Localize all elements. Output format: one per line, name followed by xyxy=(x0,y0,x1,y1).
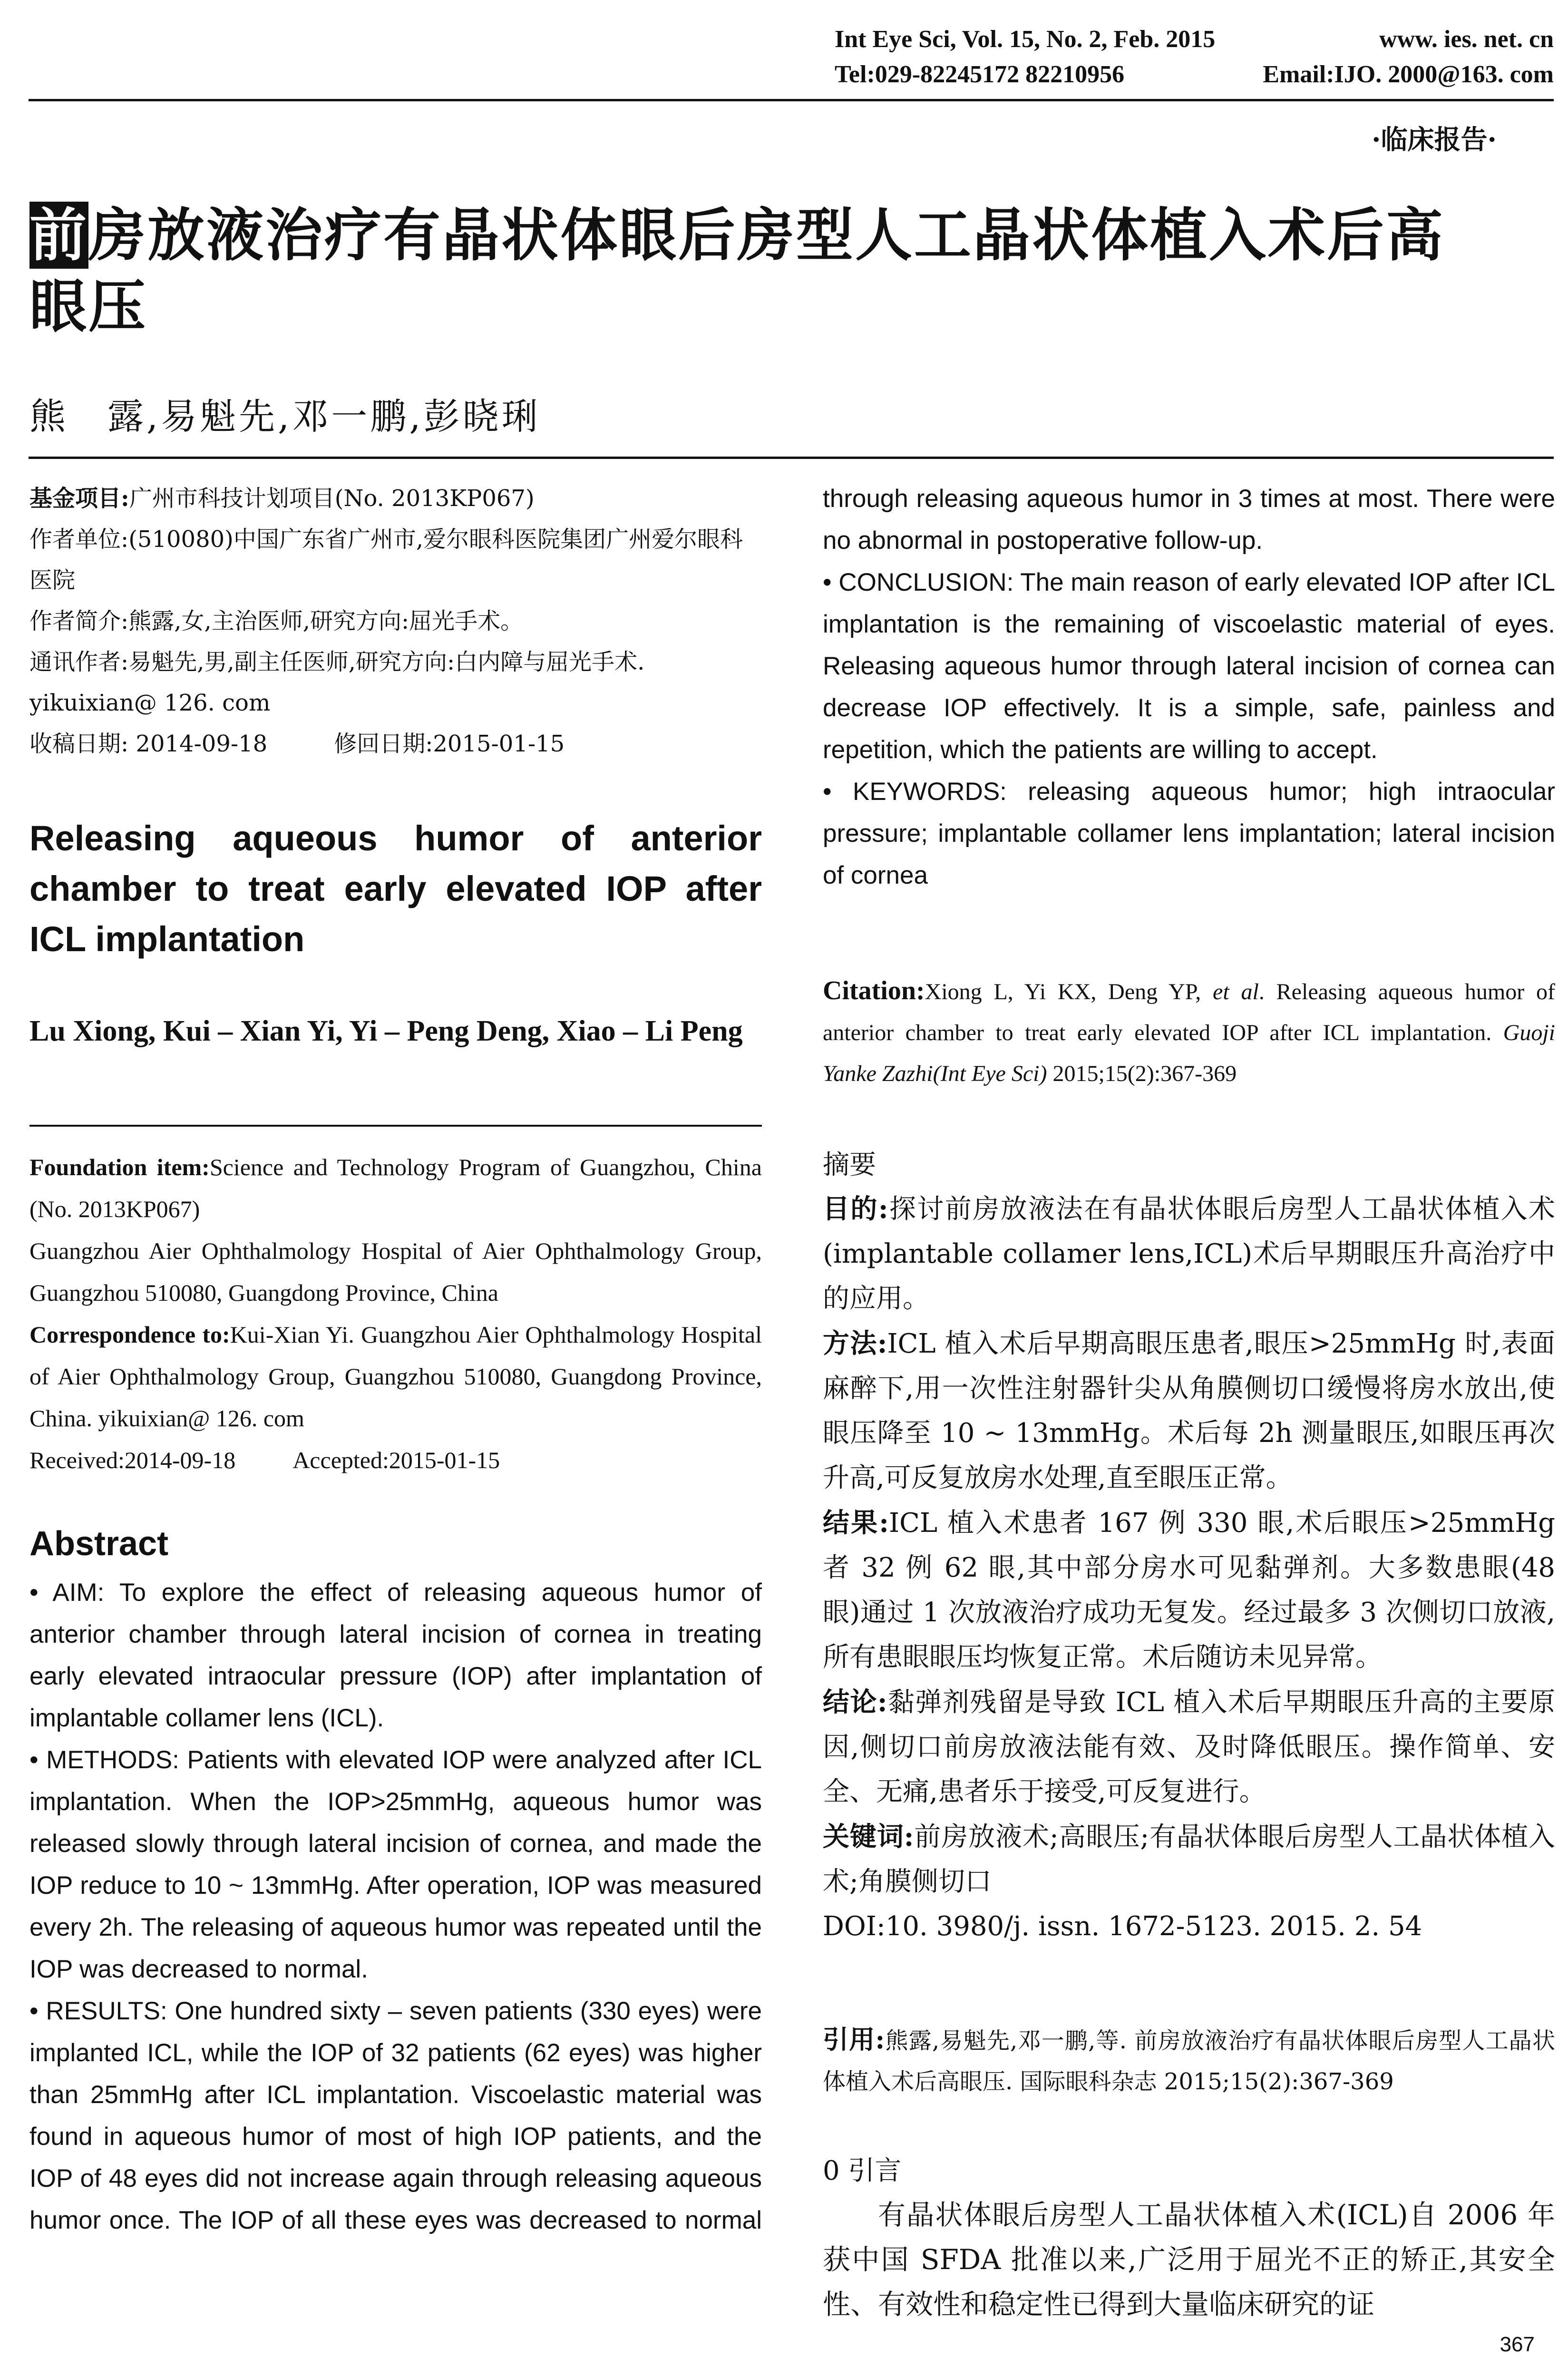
journal-email: Email:IJO. 2000@163. com xyxy=(1263,61,1554,88)
affiliation-line: Guangzhou Aier Ophthalmology Hospital of Aier Ophthalmology Group, Guangzhou 510080, Guangdong Province, China xyxy=(29,1237,762,1306)
abstract-keywords: • KEYWORDS: releasing aqueous humor; high intraocular pressure; implantable collamer lens implantation; lateral incision of cornea xyxy=(823,778,1555,889)
dates-line xyxy=(29,723,762,764)
correspondence-value: Kui-Xian Yi. Guangzhou Aier Ophthalmology Hospital of Aier Ophthalmology Group, Guangzhou 510080, Guangdong Province, China. yikuixian@ 126. com xyxy=(29,1321,762,1432)
cn-methods-text: ICL 植入术后早期高眼压患者,眼压>25mmHg 时,表面麻醉下,用一次性注射器针尖从角膜侧切口缓慢将房水放出,使眼压降至 10 ~ 13mmHg。术后每 2h 测量眼压,如眼压再次升高,可反复放房水处理,直至眼压正常。 xyxy=(823,1328,1556,1493)
citation-journal-en: (Int Eye Sci) xyxy=(933,1061,1047,1086)
foundation-line xyxy=(29,1146,762,1230)
unit-line xyxy=(29,519,762,601)
title-line-1-rest: 房放液治疗有晶状体眼后房型人工晶状体植入术后高 xyxy=(88,202,1445,269)
title-first-char: 前 xyxy=(29,202,88,269)
cn-results-text: ICL 植入术患者 167 例 330 眼,术后眼压>25mmHg 者 32 例 62 眼,其中部分房水可见黏弹剂。大多数患眼(48 眼)通过 1 次放液治疗成功无复发。经过最多 3 次侧切口放液,所有患眼眼压均恢复正常。术后随访未见异常。 xyxy=(823,1508,1555,1673)
abstract-right xyxy=(823,478,1555,896)
journal-website: www. ies. net. cn xyxy=(1379,26,1554,53)
revised-cn: 修回日期:2015-01-15 xyxy=(334,731,565,757)
cn-methods xyxy=(823,1321,1555,1500)
cn-keywords-label: 关键词: xyxy=(823,1821,914,1852)
section-tag: ·临床报告· xyxy=(1372,124,1497,156)
intro-heading: 0 引言 xyxy=(823,2155,902,2186)
citation-volume: 2015;15(2):367-369 xyxy=(1047,1061,1237,1086)
citation-en xyxy=(823,970,1555,1094)
fund-value: 广州市科技计划项目(No. 2013KP067) xyxy=(129,485,535,512)
abstract-aim: • AIM: To explore the effect of releasing aqueous humor of anterior chamber through lateral incision of cornea in treating early elevated intraocular pressure (IOP) after implantation of implantable collamer lens (ICL). xyxy=(29,1578,762,1732)
abstract-results-cont: through releasing aqueous humor in 3 times at most. There were no abnormal in postoperative follow-up. xyxy=(823,485,1555,555)
cn-meta-block xyxy=(29,478,762,764)
authors-cn: 熊 露,易魁先,邓一鹏,彭晓琍 xyxy=(29,395,541,438)
cn-conclusion xyxy=(823,1680,1555,1814)
received-en: Received:2014-09-18 xyxy=(29,1447,236,1473)
cn-keywords-text: 前房放液术;高眼压;有晶状体眼后房型人工晶状体植入术;角膜侧切口 xyxy=(823,1822,1556,1897)
cn-abstract xyxy=(823,1187,1555,1949)
received-cn: 收稿日期: 2014-09-18 xyxy=(29,731,268,757)
article-title-en: Releasing aqueous humor of anterior chamber to treat early elevated IOP after ICL implantation xyxy=(29,818,762,959)
authors-en: Lu Xiong, Kui – Xian Yi, Yi – Peng Deng, Xiao – Li Peng xyxy=(29,1015,743,1047)
foundation-value: Science and Technology Program of Guangzhou, China (No. 2013KP067) xyxy=(29,1154,762,1222)
cn-keywords xyxy=(823,1814,1555,1904)
cn-results xyxy=(823,1500,1555,1680)
en-meta-block xyxy=(29,1146,762,1481)
corr-label: 通讯作者: xyxy=(29,649,129,675)
abstract-methods: • METHODS: Patients with elevated IOP were analyzed after ICL implantation. When the IOP>25mmHg, aqueous humor was released slowly through lateral incision of cornea, and made the IOP reduce to 10 ~ 13mmHg. After operation, IOP was measured every 2h. The releasing of aqueous humor was repeated until the IOP was decreased to normal. xyxy=(29,1746,762,1983)
cn-doi: DOI:10. 3980/j. issn. 1672-5123. 2015. 2. 54 xyxy=(823,1911,1422,1942)
abstract-heading: Abstract xyxy=(29,1525,169,1563)
abstract-left xyxy=(29,1572,762,2241)
citation-etal: et al xyxy=(1213,979,1259,1004)
foundation-label: Foundation item: xyxy=(29,1154,210,1180)
bio-line xyxy=(29,601,762,642)
citation-title: . Releasing aqueous humor of anterior chamber to treat early elevated IOP after ICL implantation. xyxy=(823,979,1556,1045)
correspondence-line xyxy=(29,1314,762,1439)
corr-value: 易魁先,男,副主任医师,研究方向:白内障与屈光手术. yikuixian@ 126. com xyxy=(29,649,645,716)
cn-conclusion-text: 黏弹剂残留是导致 ICL 植入术后早期眼压升高的主要原因,侧切口前房放液法能有效、及时降低眼压。操作简单、安全、无痛,患者乐于接受,可反复进行。 xyxy=(823,1687,1555,1807)
title-line-1 xyxy=(29,200,1551,271)
cn-conclusion-label: 结论: xyxy=(823,1686,887,1718)
cn-abstract-heading: 摘要 xyxy=(823,1150,876,1180)
corr-line xyxy=(29,642,762,723)
cn-aim-text: 探讨前房放液法在有晶状体眼后房型人工晶状体植入术(implantable collamer lens,ICL)术后早期眼压升高治疗中的应用。 xyxy=(823,1194,1556,1314)
byline-rule xyxy=(29,457,1554,459)
accepted-en: Accepted:2015-01-15 xyxy=(292,1447,500,1473)
fund-line xyxy=(29,478,762,519)
citation-journal: Guoji Yanke Zazhi xyxy=(823,1020,1555,1086)
unit-value: (510080)中国广东省广州市,爱尔眼科医院集团广州爱尔眼科医院 xyxy=(29,526,743,594)
cn-citation xyxy=(823,2019,1555,2102)
cn-methods-label: 方法: xyxy=(823,1328,887,1359)
bio-value: 熊露,女,主治医师,研究方向:屈光手术。 xyxy=(128,608,524,634)
unit-label: 作者单位: xyxy=(29,526,129,553)
journal-tel: Tel:029-82245172 82210956 xyxy=(835,61,1125,88)
cn-aim-label: 目的: xyxy=(823,1193,888,1225)
header-rule xyxy=(29,99,1554,101)
page-number: 367 xyxy=(1500,2333,1535,2356)
cn-results-label: 结果: xyxy=(823,1507,889,1539)
cn-citation-text: 熊露,易魁先,邓一鹏,等. 前房放液治疗有晶状体眼后房型人工晶状体植入术后高眼压. 国际眼科杂志 2015;15(2):367-369 xyxy=(823,2027,1555,2095)
abstract-results: • RESULTS: One hundred sixty – seven patients (330 eyes) were implanted ICL, while the IOP of 32 patients (62 eyes) was higher than 25mmHg after ICL implantation. Viscoelastic material was found in aqueous humor of most of high IOP patients, and the IOP of 48 eyes did not increase again through releasing aqueous humor once. The IOP of all these eyes was decreased to normal xyxy=(29,1997,762,2234)
article-title-cn xyxy=(29,200,1551,342)
citation-label: Citation: xyxy=(823,976,925,1005)
fund-label: 基金项目: xyxy=(29,485,129,512)
cn-aim xyxy=(823,1187,1555,1321)
dates-en-line xyxy=(29,1439,762,1481)
cn-citation-label: 引用: xyxy=(823,2024,885,2055)
bio-label: 作者简介: xyxy=(29,608,129,634)
citation-authors: Xiong L, Yi KX, Deng YP, xyxy=(925,979,1213,1004)
abstract-conclusion: • CONCLUSION: The main reason of early elevated IOP after ICL implantation is the remaining of viscoelastic material of eyes. Releasing aqueous humor through lateral incision of cornea can decrease IOP effectively. It is a simple, safe, painless and repetition, which the patients are willing to accept. xyxy=(823,568,1555,764)
correspondence-label: Correspondence to: xyxy=(29,1321,230,1348)
en-meta-rule xyxy=(29,1125,762,1127)
journal-citation-header: Int Eye Sci, Vol. 15, No. 2, Feb. 2015 xyxy=(835,26,1216,53)
intro-text: 有晶状体眼后房型人工晶状体植入术(ICL)自 2006 年获中国 SFDA 批准以来,广泛用于屈光不正的矫正,其安全性、有效性和稳定性已得到大量临床研究的证 xyxy=(823,2199,1555,2320)
title-line-2: 眼压 xyxy=(29,273,147,340)
